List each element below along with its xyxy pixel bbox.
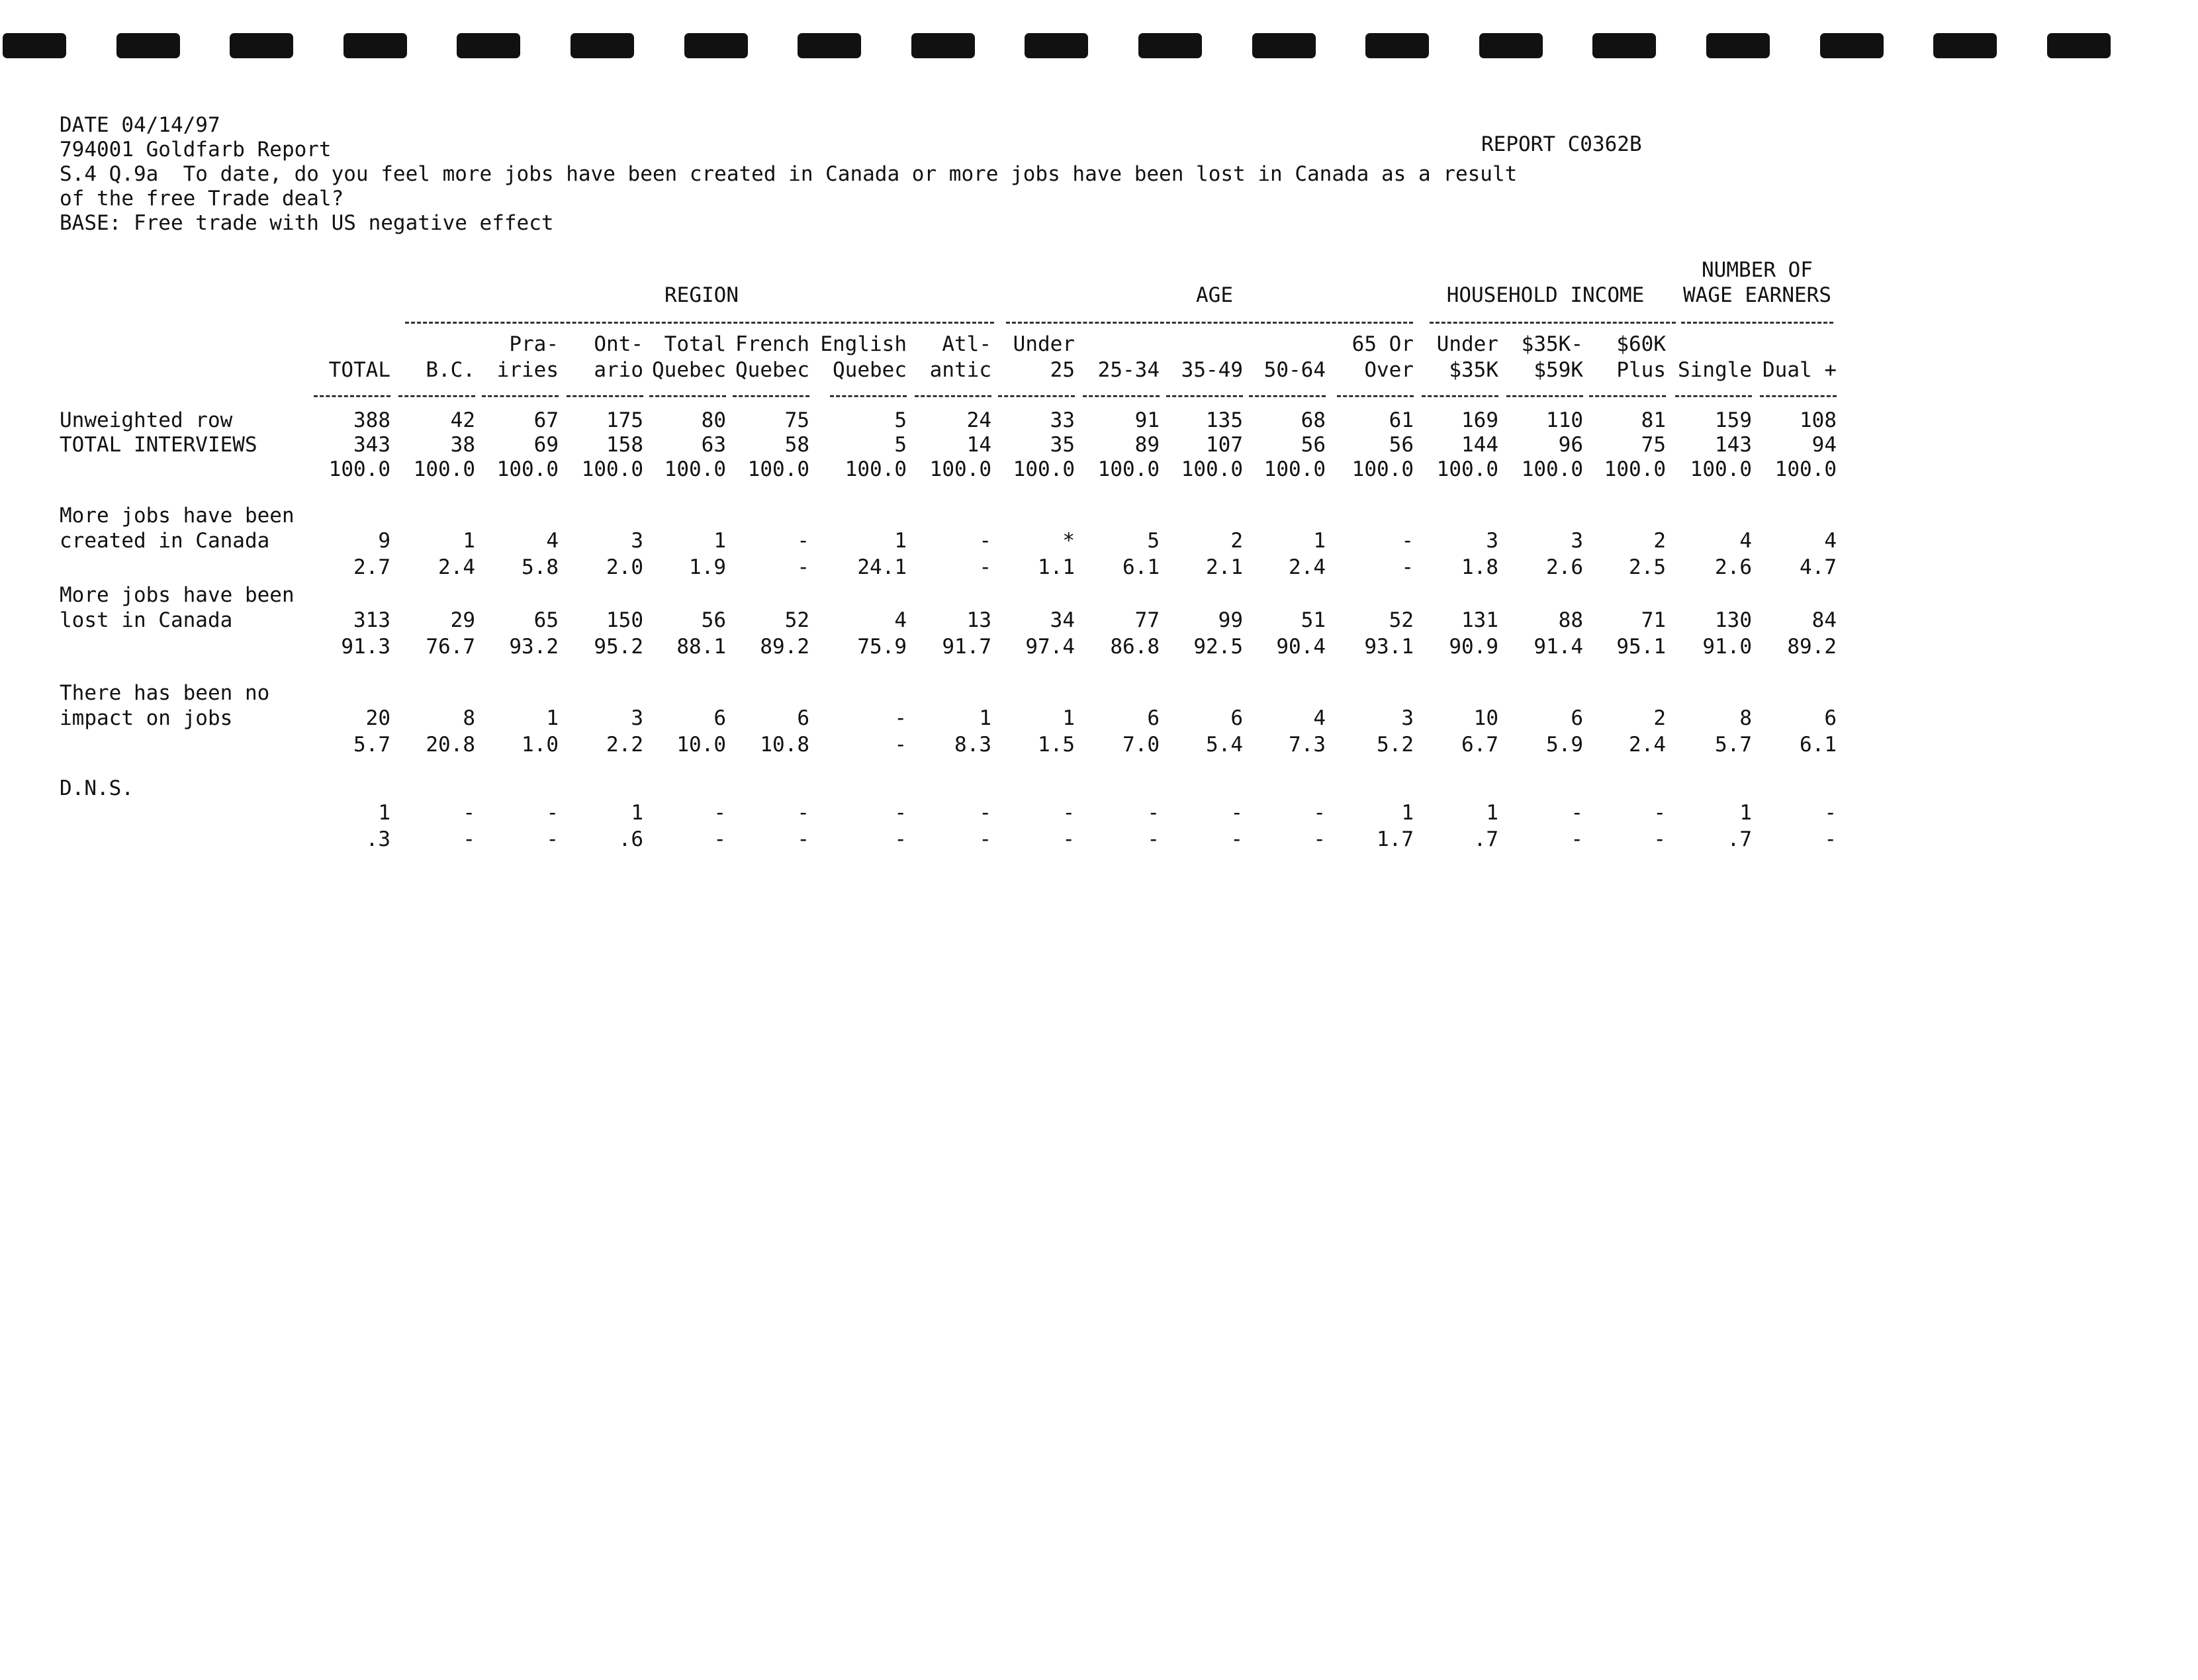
table-cell-percent: 100.0 [1436, 457, 1498, 481]
table-cell-count: 10 [1473, 706, 1498, 730]
column-underline [1166, 395, 1243, 397]
table-cell-percent: - [979, 827, 991, 851]
table-cell-count: 81 [1641, 408, 1666, 432]
table-cell-count: - [894, 801, 907, 825]
table-cell-count: 1 [1486, 801, 1498, 825]
column-underline [998, 395, 1075, 397]
table-cell-percent: - [1230, 827, 1243, 851]
table-cell-count: 1 [1062, 706, 1075, 730]
table-cell-percent: 93.2 [509, 635, 559, 659]
table-cell-percent: 91.0 [1702, 635, 1752, 659]
table-cell-count: 88 [1558, 608, 1583, 632]
column-underline [567, 395, 643, 397]
table-cell-percent: 88.1 [676, 635, 726, 659]
table-cell-count: 5 [894, 408, 907, 432]
table-cell-count: 4 [1739, 529, 1752, 553]
column-header-line-1: $60K [1616, 332, 1666, 356]
perforation-hole [343, 33, 407, 58]
table-cell-count: 80 [701, 408, 726, 432]
table-cell-count: 77 [1134, 608, 1160, 632]
perforation-hole [1592, 33, 1656, 58]
column-underline [314, 395, 390, 397]
table-cell-percent: 24.1 [857, 555, 907, 579]
table-cell-weighted: 143 [1715, 433, 1752, 457]
table-cell-count: 169 [1461, 408, 1498, 432]
region-rule [405, 322, 994, 324]
table-cell-count: 6 [713, 706, 726, 730]
table-cell-percent: - [894, 733, 907, 757]
project-title: 794001 Goldfarb Report [60, 138, 332, 162]
table-cell-percent: 100.0 [1013, 457, 1075, 481]
column-underline [1675, 395, 1752, 397]
table-cell-percent: 90.9 [1449, 635, 1498, 659]
perforation-hole [911, 33, 975, 58]
table-cell-count: - [546, 801, 559, 825]
column-underline [1083, 395, 1160, 397]
table-cell-percent: 1.5 [1038, 733, 1075, 757]
table-cell-percent: - [797, 827, 809, 851]
table-cell-count: 1 [1313, 529, 1326, 553]
column-header-line-1: Ont- [594, 332, 643, 356]
table-cell-count: 1 [546, 706, 559, 730]
column-underline [915, 395, 991, 397]
table-cell-count: - [1230, 801, 1243, 825]
table-cell-count: - [1401, 529, 1414, 553]
table-cell-count: 3 [1571, 529, 1583, 553]
table-cell-percent: 8.3 [954, 733, 991, 757]
table-cell-count: 3 [631, 529, 643, 553]
row-label: More jobs have been [60, 504, 295, 528]
income-rule [1430, 322, 1676, 324]
table-cell-percent: 100.0 [581, 457, 643, 481]
question-line-2: of the free Trade deal? [60, 187, 344, 210]
table-cell-percent: 90.4 [1276, 635, 1326, 659]
table-cell-weighted: 343 [353, 433, 390, 457]
table-cell-count: 52 [784, 608, 809, 632]
table-cell-count: 1 [894, 529, 907, 553]
column-header-line-2: 25 [1050, 358, 1075, 382]
column-header-line-2: $59K [1534, 358, 1583, 382]
table-cell-weighted: 35 [1050, 433, 1075, 457]
perforation-hole [1025, 33, 1088, 58]
column-underline [649, 395, 726, 397]
column-header-line-2: B.C. [426, 358, 475, 382]
table-cell-percent: 2.1 [1206, 555, 1243, 579]
table-cell-percent: 2.0 [606, 555, 643, 579]
column-header-line-2: Plus [1616, 358, 1666, 382]
table-cell-count: - [1313, 801, 1326, 825]
table-cell-count: 2 [1653, 529, 1666, 553]
table-cell-count: 8 [1739, 706, 1752, 730]
table-cell-percent: .7 [1727, 827, 1752, 851]
table-cell-percent: 100.0 [1521, 457, 1583, 481]
table-cell-percent: 5.4 [1206, 733, 1243, 757]
column-header-line-1: Atl- [942, 332, 991, 356]
perforation-hole [571, 33, 634, 58]
table-cell-percent: 93.1 [1364, 635, 1414, 659]
table-cell-count: 4 [894, 608, 907, 632]
question-line-1: S.4 Q.9a To date, do you feel more jobs have been created in Canada or more jobs have been lost in Canada as a result [60, 162, 1518, 186]
table-cell-percent: 5.2 [1377, 733, 1414, 757]
table-cell-percent: - [894, 827, 907, 851]
column-header-line-2: iries [496, 358, 559, 382]
table-cell-percent: 100.0 [1263, 457, 1326, 481]
group-earners-line-1: NUMBER OF [1702, 258, 1813, 282]
column-header-line-2: Single [1678, 358, 1752, 382]
table-cell-percent: 2.6 [1546, 555, 1583, 579]
table-cell-count: - [1062, 801, 1075, 825]
earners-rule [1681, 322, 1833, 324]
table-cell-percent: 5.7 [353, 733, 390, 757]
table-cell-count: - [1653, 801, 1666, 825]
perforation-hole [116, 33, 180, 58]
table-cell-weighted: 96 [1558, 433, 1583, 457]
table-cell-percent: 20.8 [426, 733, 475, 757]
table-cell-percent: 7.3 [1289, 733, 1326, 757]
table-cell-count: 5 [1147, 529, 1160, 553]
table-cell-count: 6 [1147, 706, 1160, 730]
row-label: created in Canada [60, 529, 270, 553]
table-cell-weighted: 38 [450, 433, 475, 457]
table-cell-count: 4 [1824, 529, 1837, 553]
table-cell-count: 4 [546, 529, 559, 553]
perforation-hole [457, 33, 520, 58]
table-cell-percent: 1.1 [1038, 555, 1075, 579]
table-cell-count: 6 [1230, 706, 1243, 730]
table-cell-percent: - [1653, 827, 1666, 851]
column-header-line-2: Quebec [735, 358, 809, 382]
table-cell-count: 65 [533, 608, 559, 632]
base-line: BASE: Free trade with US negative effect [60, 211, 554, 235]
table-cell-percent: 2.6 [1715, 555, 1752, 579]
table-cell-count: 84 [1811, 608, 1837, 632]
group-household-income: HOUSEHOLD INCOME [1446, 283, 1645, 307]
column-header-line-1: French [735, 332, 809, 356]
table-cell-percent: 100.0 [1690, 457, 1752, 481]
perforation-hole [798, 33, 861, 58]
table-cell-percent: - [463, 827, 475, 851]
group-age: AGE [1196, 283, 1233, 307]
table-cell-percent: 100.0 [328, 457, 390, 481]
table-cell-count: 24 [966, 408, 991, 432]
table-cell-percent: 100.0 [1097, 457, 1160, 481]
perforation-hole [3, 33, 66, 58]
table-cell-percent: 10.0 [676, 733, 726, 757]
column-underline [482, 395, 559, 397]
table-cell-percent: 5.8 [522, 555, 559, 579]
column-underline [1337, 395, 1414, 397]
column-underline [1422, 395, 1498, 397]
table-cell-percent: .3 [365, 827, 390, 851]
table-cell-count: - [979, 801, 991, 825]
table-cell-weighted: 158 [606, 433, 643, 457]
table-cell-count: 51 [1301, 608, 1326, 632]
row-label: D.N.S. [60, 776, 134, 800]
table-cell-count: 1 [979, 706, 991, 730]
table-cell-percent: - [1571, 827, 1583, 851]
table-cell-percent: 75.9 [857, 635, 907, 659]
table-cell-count: 71 [1641, 608, 1666, 632]
column-header-line-2: 25-34 [1097, 358, 1160, 382]
table-cell-percent: 95.1 [1616, 635, 1666, 659]
table-cell-percent: 100.0 [1774, 457, 1837, 481]
table-cell-percent: 100.0 [664, 457, 726, 481]
table-cell-weighted: 63 [701, 433, 726, 457]
tractor-feed-perforation [0, 26, 2198, 66]
table-cell-count: 388 [353, 408, 390, 432]
table-cell-count: - [1147, 801, 1160, 825]
table-cell-weighted: 107 [1206, 433, 1243, 457]
table-cell-count: 20 [365, 706, 390, 730]
table-cell-count: 6 [1824, 706, 1837, 730]
table-cell-percent: 6.1 [1800, 733, 1837, 757]
table-cell-count: 61 [1389, 408, 1414, 432]
table-cell-percent: - [1401, 555, 1414, 579]
table-cell-percent: 2.7 [353, 555, 390, 579]
table-cell-weighted: 58 [784, 433, 809, 457]
table-cell-count: 313 [353, 608, 390, 632]
perforation-hole [1365, 33, 1429, 58]
row-label: lost in Canada [60, 608, 233, 632]
column-underline [1760, 395, 1837, 397]
table-cell-percent: .7 [1473, 827, 1498, 851]
table-cell-count: 6 [1571, 706, 1583, 730]
table-cell-count: 1 [378, 801, 390, 825]
table-cell-count: 91 [1134, 408, 1160, 432]
table-cell-count: - [797, 529, 809, 553]
perforation-hole [2047, 33, 2111, 58]
column-header-line-2: $35K [1449, 358, 1498, 382]
table-cell-count: - [979, 529, 991, 553]
table-cell-count: 56 [701, 608, 726, 632]
table-cell-percent: 91.7 [942, 635, 991, 659]
table-cell-count: 2 [1653, 706, 1666, 730]
column-header-line-2: Over [1364, 358, 1414, 382]
report-date: DATE 04/14/97 [60, 113, 220, 137]
group-earners-line-2: WAGE EARNERS [1683, 283, 1831, 307]
column-header-line-1: English [820, 332, 907, 356]
table-cell-weighted: 94 [1811, 433, 1837, 457]
table-cell-percent: - [797, 555, 809, 579]
table-cell-percent: 5.7 [1715, 733, 1752, 757]
column-underline [1506, 395, 1583, 397]
table-cell-percent: 4.7 [1800, 555, 1837, 579]
table-cell-count: 3 [1401, 706, 1414, 730]
table-cell-weighted: 89 [1134, 433, 1160, 457]
table-cell-count: 135 [1206, 408, 1243, 432]
table-cell-weighted: 14 [966, 433, 991, 457]
table-cell-percent: 89.2 [1787, 635, 1837, 659]
table-cell-count: 68 [1301, 408, 1326, 432]
column-header-line-1: Under [1013, 332, 1075, 356]
perforation-hole [1479, 33, 1543, 58]
table-cell-percent: 2.5 [1629, 555, 1666, 579]
table-cell-count: 29 [450, 608, 475, 632]
column-underline [1589, 395, 1666, 397]
table-cell-percent: 91.4 [1534, 635, 1583, 659]
perforation-hole [1820, 33, 1884, 58]
report-id: REPORT C0362B [1481, 132, 1642, 156]
column-header-line-2: ario [594, 358, 643, 382]
table-cell-percent: 100.0 [1181, 457, 1243, 481]
column-header-line-1: Total [664, 332, 726, 356]
column-header-line-2: antic [929, 358, 991, 382]
table-cell-percent: 76.7 [426, 635, 475, 659]
table-cell-percent: 100.0 [1604, 457, 1666, 481]
group-region: REGION [664, 283, 739, 307]
table-cell-percent: 1.8 [1461, 555, 1498, 579]
table-cell-count: 3 [631, 706, 643, 730]
table-cell-count: 1 [1401, 801, 1414, 825]
table-cell-percent: 7.0 [1122, 733, 1160, 757]
table-cell-percent: 10.8 [760, 733, 809, 757]
table-cell-count: * [1062, 529, 1075, 553]
table-cell-count: 1 [1739, 801, 1752, 825]
column-header-line-1: Under [1436, 332, 1498, 356]
table-cell-percent: 1.9 [689, 555, 726, 579]
table-cell-percent: 89.2 [760, 635, 809, 659]
column-header-line-2: Quebec [833, 358, 907, 382]
column-header-line-1: Pra- [509, 332, 559, 356]
table-cell-percent: - [1147, 827, 1160, 851]
table-cell-count: 52 [1389, 608, 1414, 632]
table-cell-percent: 92.5 [1193, 635, 1243, 659]
column-underline [398, 395, 475, 397]
table-cell-percent: 100.0 [747, 457, 809, 481]
table-cell-weighted: 75 [1641, 433, 1666, 457]
table-cell-percent: 2.2 [606, 733, 643, 757]
table-cell-percent: 100.0 [413, 457, 475, 481]
table-cell-count: 67 [533, 408, 559, 432]
table-cell-count: - [463, 801, 475, 825]
table-cell-count: 1 [463, 529, 475, 553]
table-cell-percent: 6.1 [1122, 555, 1160, 579]
table-cell-count: 1 [713, 529, 726, 553]
table-cell-count: 159 [1715, 408, 1752, 432]
table-cell-percent: 2.4 [1629, 733, 1666, 757]
table-cell-count: 34 [1050, 608, 1075, 632]
table-cell-count: - [1571, 801, 1583, 825]
perforation-hole [1252, 33, 1316, 58]
age-rule [1006, 322, 1413, 324]
table-cell-weighted: 56 [1389, 433, 1414, 457]
table-cell-count: 9 [378, 529, 390, 553]
table-cell-count: 42 [450, 408, 475, 432]
table-cell-percent: - [1313, 827, 1326, 851]
table-cell-percent: - [713, 827, 726, 851]
table-cell-percent: - [1824, 827, 1837, 851]
row-label: More jobs have been [60, 583, 295, 607]
column-header-line-1: $35K- [1521, 332, 1583, 356]
row-label: Unweighted row [60, 408, 233, 432]
table-cell-count: 2 [1230, 529, 1243, 553]
perforation-hole [1138, 33, 1202, 58]
table-cell-percent: 95.2 [594, 635, 643, 659]
table-cell-count: 99 [1218, 608, 1243, 632]
perforation-hole [1933, 33, 1997, 58]
table-cell-count: 130 [1715, 608, 1752, 632]
table-cell-count: 8 [463, 706, 475, 730]
row-label: impact on jobs [60, 706, 233, 730]
table-cell-count: - [797, 801, 809, 825]
table-cell-count: 6 [797, 706, 809, 730]
table-cell-percent: 100.0 [1351, 457, 1414, 481]
table-cell-count: 1 [631, 801, 643, 825]
table-cell-count: 33 [1050, 408, 1075, 432]
table-cell-count: 175 [606, 408, 643, 432]
perforation-hole [230, 33, 293, 58]
table-cell-count: 150 [606, 608, 643, 632]
table-cell-count: - [894, 706, 907, 730]
table-cell-percent: .6 [618, 827, 643, 851]
column-header-line-2: Quebec [652, 358, 726, 382]
column-header-line-2: TOTAL [328, 358, 390, 382]
table-cell-count: - [1824, 801, 1837, 825]
table-cell-percent: 86.8 [1110, 635, 1160, 659]
table-cell-weighted: 5 [894, 433, 907, 457]
table-cell-percent: 2.4 [438, 555, 475, 579]
table-cell-percent: - [546, 827, 559, 851]
table-cell-count: 108 [1800, 408, 1837, 432]
table-cell-percent: 100.0 [929, 457, 991, 481]
perforation-hole [1706, 33, 1770, 58]
table-cell-count: - [713, 801, 726, 825]
table-cell-weighted: 56 [1301, 433, 1326, 457]
table-cell-percent: 100.0 [496, 457, 559, 481]
table-cell-percent: - [1062, 827, 1075, 851]
column-header-line-2: 35-49 [1181, 358, 1243, 382]
table-cell-count: 75 [784, 408, 809, 432]
table-cell-weighted: 144 [1461, 433, 1498, 457]
table-cell-percent: 97.4 [1025, 635, 1075, 659]
table-cell-percent: 1.7 [1377, 827, 1414, 851]
table-cell-percent: 2.4 [1289, 555, 1326, 579]
table-cell-percent: 6.7 [1461, 733, 1498, 757]
column-underline [830, 395, 907, 397]
table-cell-percent: 1.0 [522, 733, 559, 757]
table-cell-percent: 91.3 [341, 635, 390, 659]
table-cell-weighted: 69 [533, 433, 559, 457]
table-cell-percent: 5.9 [1546, 733, 1583, 757]
column-header-line-2: 50-64 [1263, 358, 1326, 382]
column-underline [1249, 395, 1326, 397]
table-cell-percent: 100.0 [845, 457, 907, 481]
table-cell-count: 4 [1313, 706, 1326, 730]
table-cell-count: 3 [1486, 529, 1498, 553]
column-header-line-2: Dual + [1763, 358, 1837, 382]
row-label: TOTAL INTERVIEWS [60, 433, 257, 457]
table-cell-count: 13 [966, 608, 991, 632]
table-cell-percent: - [979, 555, 991, 579]
row-label: There has been no [60, 681, 270, 705]
column-underline [733, 395, 809, 397]
column-header-line-1: 65 Or [1351, 332, 1414, 356]
perforation-hole [684, 33, 748, 58]
table-cell-count: 110 [1546, 408, 1583, 432]
table-cell-count: 131 [1461, 608, 1498, 632]
